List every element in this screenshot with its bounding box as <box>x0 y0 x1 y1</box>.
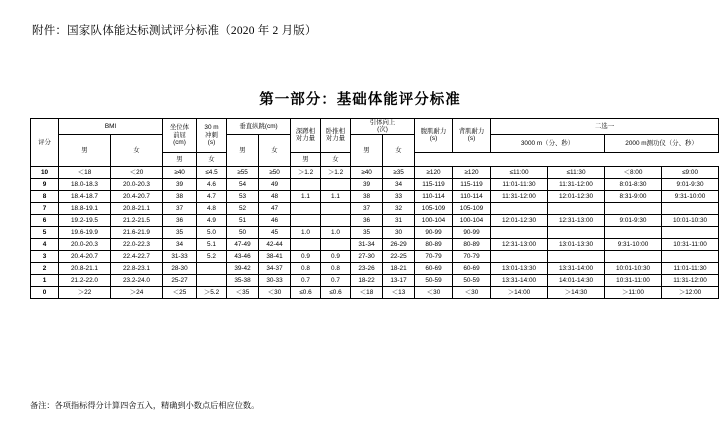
th-sprint30-l2: 冲刺 <box>205 131 218 139</box>
cell-bmi-female: ＜20 <box>111 166 163 178</box>
th-vertical-female: 女 <box>259 134 291 166</box>
cell-pullup-female: 30 <box>383 226 415 238</box>
cell-row2000-female: ＞12:00 <box>662 286 719 298</box>
cell-back: ≥120 <box>453 166 491 178</box>
cell-deep-squat <box>291 178 321 190</box>
cell-deep-squat <box>291 202 321 214</box>
cell-pullup-female: 18-21 <box>383 262 415 274</box>
cell-sprint30: ＞5.2 <box>197 286 227 298</box>
cell-vertical-female: 34-37 <box>259 262 291 274</box>
cell-pullup-female: ＜13 <box>383 286 415 298</box>
cell-run3000-male: ＞14:00 <box>491 286 548 298</box>
cell-pullup-female: 31 <box>383 214 415 226</box>
cell-sprint30: ≤4.5 <box>197 166 227 178</box>
cell-pullup-male: 31-34 <box>351 238 383 250</box>
cell-abs: 50-59 <box>415 274 453 286</box>
cell-pullup-female: 13-17 <box>383 274 415 286</box>
cell-deep-squat: ≤0.6 <box>291 286 321 298</box>
cell-sprint30: 4.8 <box>197 202 227 214</box>
cell-pullup-female: 26-29 <box>383 238 415 250</box>
row-score: 8 <box>31 190 59 202</box>
th-vertical-male: 男 <box>227 134 259 166</box>
cell-deep-squat: 0.8 <box>291 262 321 274</box>
cell-bench-pull <box>321 238 351 250</box>
cell-bench-pull: 0.7 <box>321 274 351 286</box>
cell-row2000-female <box>662 226 719 238</box>
score-standard-table <box>30 118 719 299</box>
cell-bench-pull: 0.9 <box>321 250 351 262</box>
cell-pullup-male: ＜18 <box>351 286 383 298</box>
cell-sprint30 <box>197 262 227 274</box>
cell-pullup-male: 36 <box>351 214 383 226</box>
th-sit-reach-l1: 坐位体 <box>169 124 190 132</box>
th-sprint30-l1: 30 m <box>204 124 219 132</box>
th-sit-reach-l3: (cm) <box>173 139 186 147</box>
cell-bmi-male: 18.4-18.7 <box>59 190 111 202</box>
cell-sit-reach: 37 <box>163 202 197 214</box>
cell-vertical-male: 50 <box>227 226 259 238</box>
cell-row2000-male <box>605 226 662 238</box>
cell-bmi-male: 18.8-19.1 <box>59 202 111 214</box>
cell-run3000-male: 11:01-11:30 <box>491 178 548 190</box>
cell-row2000-male: 9:31-10:00 <box>605 238 662 250</box>
cell-bmi-male: 20.8-21.1 <box>59 262 111 274</box>
cell-bench-pull <box>321 178 351 190</box>
th-score: 评分 <box>31 119 59 167</box>
cell-row2000-male: 10:31-11:00 <box>605 274 662 286</box>
cell-row2000-female: 9:01-9:30 <box>662 178 719 190</box>
cell-run3000-male: 12:31-13:00 <box>491 238 548 250</box>
th-run3000-male: 男 <box>163 152 197 166</box>
cell-back: 105-109 <box>453 202 491 214</box>
cell-bmi-male: 19.2-19.5 <box>59 214 111 226</box>
table-row <box>31 238 719 250</box>
th-sprint30 <box>197 119 227 153</box>
th-pullup-male: 男 <box>351 134 383 166</box>
cell-row2000-male: ＞11:00 <box>605 286 662 298</box>
cell-vertical-male: 51 <box>227 214 259 226</box>
cell-deep-squat: ＞1.2 <box>291 166 321 178</box>
th-run3000-female: 女 <box>197 152 227 166</box>
th-deep-squat-l1: 深蹲相 <box>295 128 316 135</box>
th-bench-pull-l1: 卧推相 <box>325 128 346 135</box>
cell-run3000-male <box>491 226 548 238</box>
th-back-l1: 背肌耐力 <box>458 128 485 135</box>
cell-row2000-female: 10:31-11:00 <box>662 238 719 250</box>
th-sit-reach-l2: 前屈 <box>173 131 186 139</box>
table-row <box>31 202 719 214</box>
cell-sit-reach: ＜25 <box>163 286 197 298</box>
cell-pullup-male: 35 <box>351 226 383 238</box>
cell-sprint30: 4.6 <box>197 178 227 190</box>
cell-sprint30 <box>197 274 227 286</box>
table-row <box>31 166 719 178</box>
cell-run3000-male <box>491 250 548 262</box>
table-row <box>31 214 719 226</box>
cell-vertical-male: 47-49 <box>227 238 259 250</box>
cell-row2000-female: 10:01-10:30 <box>662 214 719 226</box>
cell-row2000-female: ≤9:00 <box>662 166 719 178</box>
cell-bmi-female: 21.2-21.5 <box>111 214 163 226</box>
cell-run3000-female: 12:01-12:30 <box>548 190 605 202</box>
cell-vertical-female: 46 <box>259 214 291 226</box>
th-deep-squat-l2: 对力量 <box>295 135 316 143</box>
header-row-2 <box>31 134 719 152</box>
row-score: 10 <box>31 166 59 178</box>
table-body <box>31 166 719 298</box>
cell-run3000-female: ＞14:30 <box>548 286 605 298</box>
table-row <box>31 274 719 286</box>
cell-bench-pull: 0.8 <box>321 262 351 274</box>
cell-sit-reach: 25-27 <box>163 274 197 286</box>
cell-bmi-female: 22.8-23.1 <box>111 262 163 274</box>
th-bmi-female: 女 <box>111 134 163 166</box>
cell-pullup-male: 23-26 <box>351 262 383 274</box>
table-row <box>31 178 719 190</box>
cell-deep-squat: 0.7 <box>291 274 321 286</box>
cell-pullup-female: 22-25 <box>383 250 415 262</box>
cell-row2000-male: 10:01-10:30 <box>605 262 662 274</box>
cell-deep-squat <box>291 214 321 226</box>
row-score: 2 <box>31 262 59 274</box>
cell-row2000-female: 11:01-11:30 <box>662 262 719 274</box>
cell-run3000-female: 13:31-14:00 <box>548 262 605 274</box>
th-sprint30-l3: (s) <box>207 139 216 147</box>
cell-run3000-male <box>491 202 548 214</box>
cell-run3000-male: 12:01-12:30 <box>491 214 548 226</box>
cell-run3000-female <box>548 250 605 262</box>
cell-pullup-male: 27-30 <box>351 250 383 262</box>
cell-run3000-male: ≤11:00 <box>491 166 548 178</box>
cell-vertical-female: 47 <box>259 202 291 214</box>
th-bmi-male: 男 <box>59 134 111 166</box>
cell-bmi-male: 21.2-22.0 <box>59 274 111 286</box>
cell-vertical-female: 42-44 <box>259 238 291 250</box>
cell-run3000-female: 13:01-13:30 <box>548 238 605 250</box>
cell-bmi-female: 20.8-21.1 <box>111 202 163 214</box>
table-head <box>31 119 719 167</box>
cell-run3000-male: 13:01-13:30 <box>491 262 548 274</box>
cell-abs: 110-114 <box>415 190 453 202</box>
cell-vertical-male: 54 <box>227 178 259 190</box>
row-score: 5 <box>31 226 59 238</box>
cell-sit-reach: 31-33 <box>163 250 197 262</box>
cell-row2000-male: ＜8:00 <box>605 166 662 178</box>
cell-sit-reach: ≥40 <box>163 166 197 178</box>
cell-row2000-male: 8:31-9:00 <box>605 190 662 202</box>
cell-row2000-male: 8:01-8:30 <box>605 178 662 190</box>
cell-abs: ＜30 <box>415 286 453 298</box>
cell-bench-pull: 1.1 <box>321 190 351 202</box>
cell-row2000-male <box>605 250 662 262</box>
cell-bmi-female: 23.2-24.0 <box>111 274 163 286</box>
cell-back: 60-69 <box>453 262 491 274</box>
th-deep-squat <box>291 119 321 153</box>
cell-run3000-male: 13:31-14:00 <box>491 274 548 286</box>
cell-bmi-female: 20.4-20.7 <box>111 190 163 202</box>
attachment-line: 附件：国家队体能达标测试评分标准（2020 年 2 月版） <box>32 25 317 37</box>
cell-vertical-male: 43-46 <box>227 250 259 262</box>
th-choose-one: 二选一 <box>491 119 719 135</box>
cell-vertical-female: 45 <box>259 226 291 238</box>
cell-deep-squat: 1.1 <box>291 190 321 202</box>
cell-vertical-female: 30-33 <box>259 274 291 286</box>
cell-abs: 70-79 <box>415 250 453 262</box>
cell-row2000-female <box>662 202 719 214</box>
cell-abs: ≥120 <box>415 166 453 178</box>
th-run3000: 3000 m（分、秒） <box>491 134 605 152</box>
row-score: 4 <box>31 238 59 250</box>
cell-sprint30: 4.7 <box>197 190 227 202</box>
cell-sprint30: 5.0 <box>197 226 227 238</box>
cell-row2000-male <box>605 202 662 214</box>
cell-pullup-female: ≥35 <box>383 166 415 178</box>
cell-run3000-female <box>548 226 605 238</box>
cell-back: 70-79 <box>453 250 491 262</box>
table-row <box>31 262 719 274</box>
cell-vertical-female: ＜30 <box>259 286 291 298</box>
cell-bmi-female: ＞24 <box>111 286 163 298</box>
cell-abs: 90-99 <box>415 226 453 238</box>
cell-sit-reach: 28-30 <box>163 262 197 274</box>
table-row <box>31 226 719 238</box>
cell-sprint30: 4.9 <box>197 214 227 226</box>
cell-vertical-male: ≥55 <box>227 166 259 178</box>
cell-vertical-female: 49 <box>259 178 291 190</box>
cell-back: 110-114 <box>453 190 491 202</box>
th-row2000-male: 男 <box>291 152 321 166</box>
th-bmi: BMI <box>59 119 163 135</box>
cell-bmi-female: 20.0-20.3 <box>111 178 163 190</box>
cell-back: 115-119 <box>453 178 491 190</box>
cell-back: 50-59 <box>453 274 491 286</box>
cell-sit-reach: 38 <box>163 190 197 202</box>
cell-run3000-male: 11:31-12:00 <box>491 190 548 202</box>
cell-bench-pull: ＞1.2 <box>321 166 351 178</box>
cell-bench-pull <box>321 202 351 214</box>
cell-deep-squat: 0.9 <box>291 250 321 262</box>
cell-sprint30: 5.1 <box>197 238 227 250</box>
th-vertical-jump: 垂直纵跳(cm) <box>227 119 291 135</box>
cell-bmi-female: 21.6-21.9 <box>111 226 163 238</box>
cell-run3000-female: ≤11:30 <box>548 166 605 178</box>
cell-bmi-female: 22.4-22.7 <box>111 250 163 262</box>
cell-bmi-female: 22.0-22.3 <box>111 238 163 250</box>
cell-run3000-female <box>548 202 605 214</box>
th-back-endurance <box>453 119 491 153</box>
cell-vertical-male: ＜35 <box>227 286 259 298</box>
cell-bmi-male: ＜18 <box>59 166 111 178</box>
cell-vertical-male: 39-42 <box>227 262 259 274</box>
cell-vertical-male: 35-38 <box>227 274 259 286</box>
cell-back: 80-89 <box>453 238 491 250</box>
th-row2000: 2000 m测功仪（分、秒） <box>605 134 719 152</box>
cell-deep-squat <box>291 238 321 250</box>
cell-bmi-male: 19.6-19.9 <box>59 226 111 238</box>
cell-row2000-female: 9:31-10:00 <box>662 190 719 202</box>
cell-pullup-male: ≥40 <box>351 166 383 178</box>
cell-abs: 105-109 <box>415 202 453 214</box>
cell-sprint30: 5.2 <box>197 250 227 262</box>
cell-run3000-female: 14:01-14:30 <box>548 274 605 286</box>
cell-pullup-male: 39 <box>351 178 383 190</box>
cell-pullup-female: 33 <box>383 190 415 202</box>
row-score: 6 <box>31 214 59 226</box>
th-bench-pull <box>321 119 351 153</box>
cell-abs: 80-89 <box>415 238 453 250</box>
th-abs-endurance <box>415 119 453 153</box>
th-pullup-l1: 引体向上 <box>369 119 396 126</box>
cell-sit-reach: 39 <box>163 178 197 190</box>
cell-bmi-male: 20.0-20.3 <box>59 238 111 250</box>
cell-abs: 100-104 <box>415 214 453 226</box>
cell-pullup-male: 18-22 <box>351 274 383 286</box>
th-abs-l2: (s) <box>429 135 438 143</box>
th-sit-reach <box>163 119 197 153</box>
cell-sit-reach: 34 <box>163 238 197 250</box>
table-row <box>31 250 719 262</box>
cell-back: ＜30 <box>453 286 491 298</box>
row-score: 7 <box>31 202 59 214</box>
cell-pullup-female: 32 <box>383 202 415 214</box>
cell-row2000-female: 11:31-12:00 <box>662 274 719 286</box>
cell-bmi-male: 18.0-18.3 <box>59 178 111 190</box>
cell-deep-squat: 1.0 <box>291 226 321 238</box>
cell-sit-reach: 36 <box>163 214 197 226</box>
cell-row2000-male: 9:01-9:30 <box>605 214 662 226</box>
cell-bench-pull: 1.0 <box>321 226 351 238</box>
th-abs-l1: 腹肌耐力 <box>420 128 447 135</box>
cell-vertical-female: 38-41 <box>259 250 291 262</box>
cell-pullup-female: 34 <box>383 178 415 190</box>
cell-vertical-female: 48 <box>259 190 291 202</box>
cell-run3000-female: 12:31-13:00 <box>548 214 605 226</box>
th-bench-pull-l2: 对力量 <box>325 135 346 143</box>
cell-vertical-male: 52 <box>227 202 259 214</box>
cell-pullup-male: 37 <box>351 202 383 214</box>
cell-abs: 115-119 <box>415 178 453 190</box>
score-table-container <box>30 118 708 299</box>
row-score: 0 <box>31 286 59 298</box>
th-pullup <box>351 119 415 135</box>
table-row <box>31 190 719 202</box>
cell-bench-pull <box>321 214 351 226</box>
cell-vertical-male: 53 <box>227 190 259 202</box>
th-row2000-female: 女 <box>321 152 351 166</box>
th-pullup-l2: (次) <box>377 126 388 134</box>
cell-abs: 60-69 <box>415 262 453 274</box>
table-note: 备注：各项指标得分计算四舍五入，精确到小数点后相应位数。 <box>30 401 260 410</box>
row-score: 9 <box>31 178 59 190</box>
cell-vertical-female: ≥50 <box>259 166 291 178</box>
row-score: 3 <box>31 250 59 262</box>
row-score: 1 <box>31 274 59 286</box>
th-back-l2: (s) <box>467 135 476 143</box>
cell-bench-pull: ≤0.6 <box>321 286 351 298</box>
table-row <box>31 286 719 298</box>
page-title: 第一部分：基础体能评分标准 <box>259 92 461 108</box>
header-row-1 <box>31 119 719 135</box>
cell-run3000-female: 11:31-12:00 <box>548 178 605 190</box>
cell-row2000-female <box>662 250 719 262</box>
cell-pullup-male: 38 <box>351 190 383 202</box>
cell-back: 100-104 <box>453 214 491 226</box>
cell-bmi-male: 20.4-20.7 <box>59 250 111 262</box>
cell-sit-reach: 35 <box>163 226 197 238</box>
th-pullup-female: 女 <box>383 134 415 166</box>
cell-bmi-male: ＞22 <box>59 286 111 298</box>
cell-back: 90-99 <box>453 226 491 238</box>
